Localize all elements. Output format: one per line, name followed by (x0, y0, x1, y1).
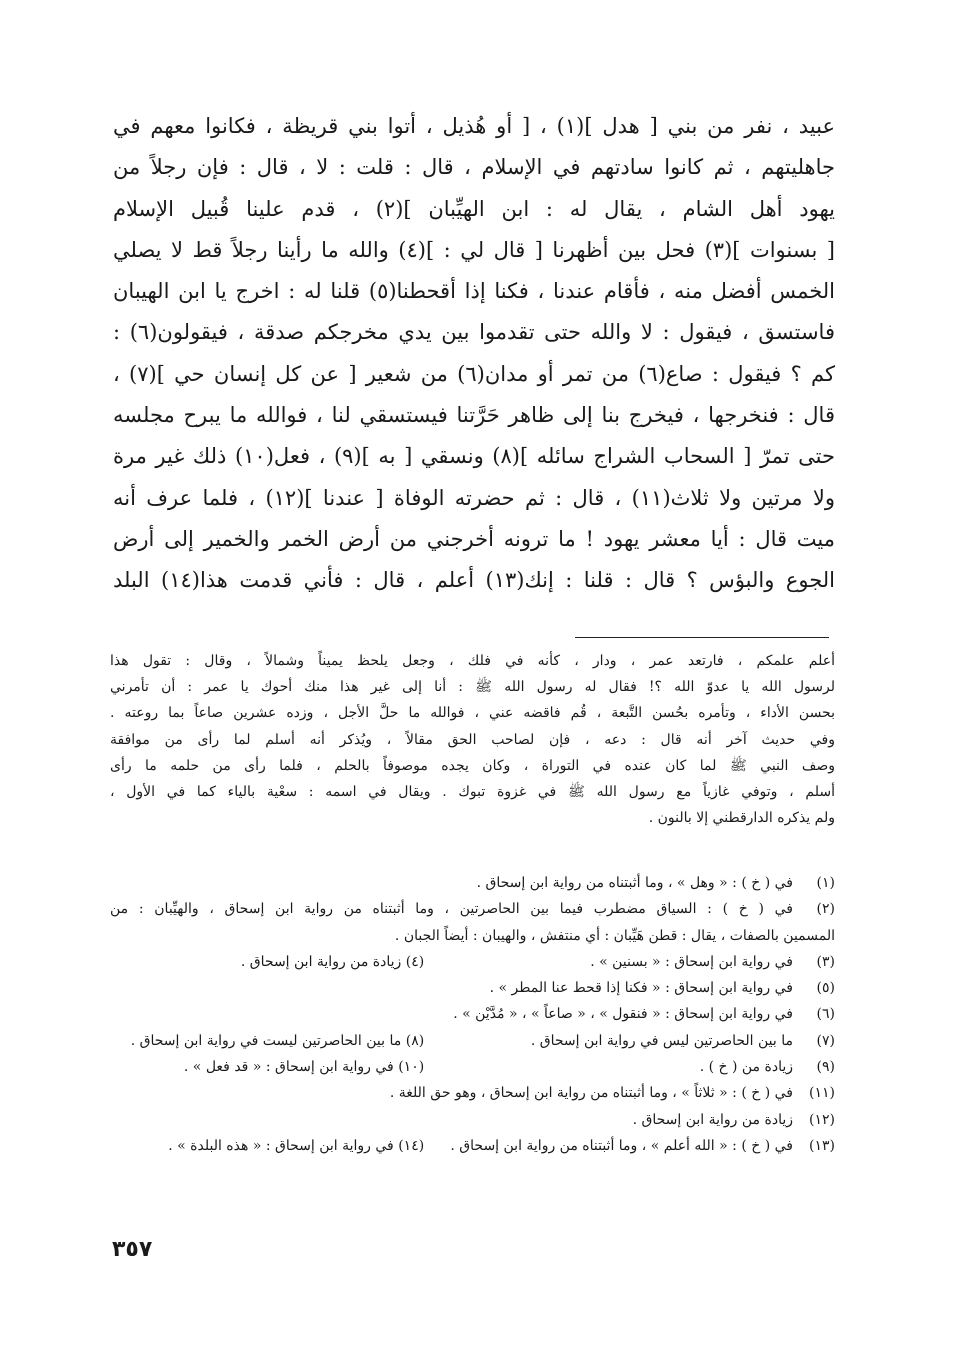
footnote-number: (٣) (816, 953, 835, 970)
footnote (110, 1107, 835, 1133)
footnote-pair (110, 949, 793, 975)
footnote (110, 1028, 835, 1054)
footnote (110, 1080, 835, 1106)
footnote-text: (٨) ما بين الحاصرتين ليست في رواية ابن إسحاق . (130, 1032, 425, 1049)
footnote-continuation: المسمين بالصفات ، يقال : قطن هَيِّبان : أي منتفش ، والهيبان : أيضاً الجبان . (394, 927, 835, 944)
footnote-number: (٦) (816, 1006, 835, 1023)
footnote-number: (١٢) (809, 1111, 835, 1128)
footnote (110, 896, 835, 922)
page-number: ٣٥٧ (112, 1237, 153, 1262)
note-line: ولم يذكره الدارقطني إلا بالنون . (648, 810, 835, 827)
main-text-line: عبيد ، نفر من بني [ هدل ](١) ، [ أو هُذيل ، أتوا بني قريظة ، فكانوا معهم في (113, 114, 835, 138)
footnote-text: في ( خ ) : « الله أعلم » ، وما أثبتناه من رواية ابن إسحاق . (450, 1137, 793, 1154)
note-line: لرسول الله يا عدوّ الله ؟! فقال له رسول الله ﷺ : أنا إلى غير هذا منك أحوك يا عمر : أن تأمرني (110, 679, 835, 696)
footnote (110, 1001, 835, 1027)
footnote (110, 975, 835, 1001)
note-line: أسلم ، وتوفي غازياً مع رسول الله ﷺ في غزوة تبوك . ويقال في اسمه : سعْية بالياء كما في الأول ، (110, 783, 835, 800)
footnote-text: في رواية ابن إسحاق : « فنقول » ، « صاعاً » ، « مُدَّيْن » . (453, 1006, 793, 1023)
footnote-text: (١٠) في رواية ابن إسحاق : « قد فعل » . (183, 1059, 425, 1076)
footnote-number: (٩) (816, 1059, 835, 1076)
footnote-text: في ( خ ) : « وهل » ، وما أثبتناه من رواية ابن إسحاق . (476, 875, 793, 891)
main-text-line: ولا مرتين ولا ثلاث(١١) ، قال : ثم حضرته الوفاة [ عندنا ](١٢) ، فلما عرف أنه (113, 485, 835, 510)
footnote-text: (١٤) في رواية ابن إسحاق : « هذه البلدة » . (168, 1137, 425, 1154)
footnote-pair (110, 1054, 793, 1080)
main-text-line: الجوع والبؤس ؟ قال : قلنا : إنك(١٣) أعلم ، قال : فأني قدمت هذا(١٤) البلد (113, 568, 835, 593)
main-text-line: الخمس أفضل منه ، فأقام عندنا ، فكنا إذا أقحطنا(٥) قلنا له : اخرج يا ابن الهيبان (113, 279, 835, 304)
footnote-number: (٢) (816, 901, 835, 918)
note-line: بحسن الأداء ، وتأمره بحُسن التَّبعة ، قُم فاقضه عني ، فوالله ما حلَّ الأجل ، وزده عشرين صاعاً بما روعته . (110, 705, 835, 722)
footnote-text: في رواية ابن إسحاق : « فكنا إذا قحط عنا المطر » . (489, 980, 793, 997)
footnotes-list (110, 870, 835, 1159)
footnote-text: زيادة من رواية ابن إسحاق . (632, 1111, 793, 1128)
footnote-separator (575, 637, 829, 638)
footnote-number: (١١) (809, 1085, 835, 1102)
note-line: وفي حديث آخر أنه قال : دعه ، فإن لصاحب الحق مقالاً ، ويُذكر أنه أسلم لما رأى من موافقة (110, 731, 835, 748)
footnote (110, 1054, 835, 1080)
footnote-text: ما بين الحاصرتين ليس في رواية ابن إسحاق . (530, 1032, 793, 1049)
footnote-pair (110, 1133, 793, 1159)
footnote-text: زيادة من ( خ ) . (699, 1059, 793, 1076)
footnote (110, 1133, 835, 1159)
main-text-line: كم ؟ فيقول : صاع(٦) من تمر أو مدان(٦) من شعير [ عن كل إنسان حي ](٧) ، (113, 361, 835, 386)
footnote (110, 870, 835, 896)
footnote-text: في رواية ابن إسحاق : « بسنين » . (590, 953, 793, 970)
main-text-line: فاستسق ، فيقول : لا والله حتى تقدموا بين يدي مخرجكم صدقة ، فيقولون(٦) : (113, 320, 835, 345)
main-text-line: يهود أهل الشام ، يقال له : ابن الهيِّبان ](٢) ، قدم علينا قُبيل الإسلام (113, 196, 835, 221)
main-text-line: حتى تمرّ [ السحاب الشراج سائله ](٨) ونسقي [ به ](٩) ، فعل(١٠) ذلك غير مرة (113, 444, 835, 469)
footnote-number: (٧) (816, 1032, 835, 1049)
footnote-text: في ( خ ) : السياق مضطرب فيما بين الحاصرتين ، وما أثبتناه من رواية ابن إسحاق ، والهيِّبان : من (110, 901, 793, 918)
footnote-number: (١) (816, 875, 835, 891)
footnote-number: (٥) (816, 980, 835, 997)
footnote-text: (٤) زيادة من رواية ابن إسحاق . (240, 953, 425, 970)
footnote-pair (110, 1028, 793, 1054)
footnote-number: (١٣) (809, 1137, 835, 1154)
main-text-line: [ بسنوات ](٣) فحل بين أظهرنا [ قال لي : ](٤) والله ما رأينا رجلاً قط لا يصلي (113, 237, 835, 262)
note-continuation (110, 648, 835, 831)
main-text-line: قال : فنخرجها ، فيخرج بنا إلى ظاهر حَرَّتنا فيستسقي لنا ، فوالله ما يبرح مجلسه (113, 403, 835, 428)
note-line: وصف النبي ﷺ لما كان عنده في التوراة ، وكان يجده موصوفاً بالحلم ، فلما رأى من حلمه ما رأى (110, 757, 835, 774)
main-text-line: ميت قال : أيا معشر يهود ! ما ترونه أخرجني من أرض الخمر والخمير إلى أرض (113, 526, 835, 551)
footnote-text: في ( خ ) : « ثلاثاً » ، وما أثبتناه من رواية ابن إسحاق ، وهو حق اللغة . (389, 1085, 793, 1102)
main-text-body (113, 106, 835, 602)
footnote (110, 949, 835, 975)
note-line: أعلم علمكم ، فارتعد عمر ، ودار ، كأنه في فلك ، وجعل يلحظ يميناً وشمالاً ، وقال : تقول هذا (110, 653, 835, 669)
main-text-line: جاهليتهم ، ثم كانوا سادتهم في الإسلام ، قال : قلت : لا ، قال : فإن رجلاً من (113, 155, 835, 180)
